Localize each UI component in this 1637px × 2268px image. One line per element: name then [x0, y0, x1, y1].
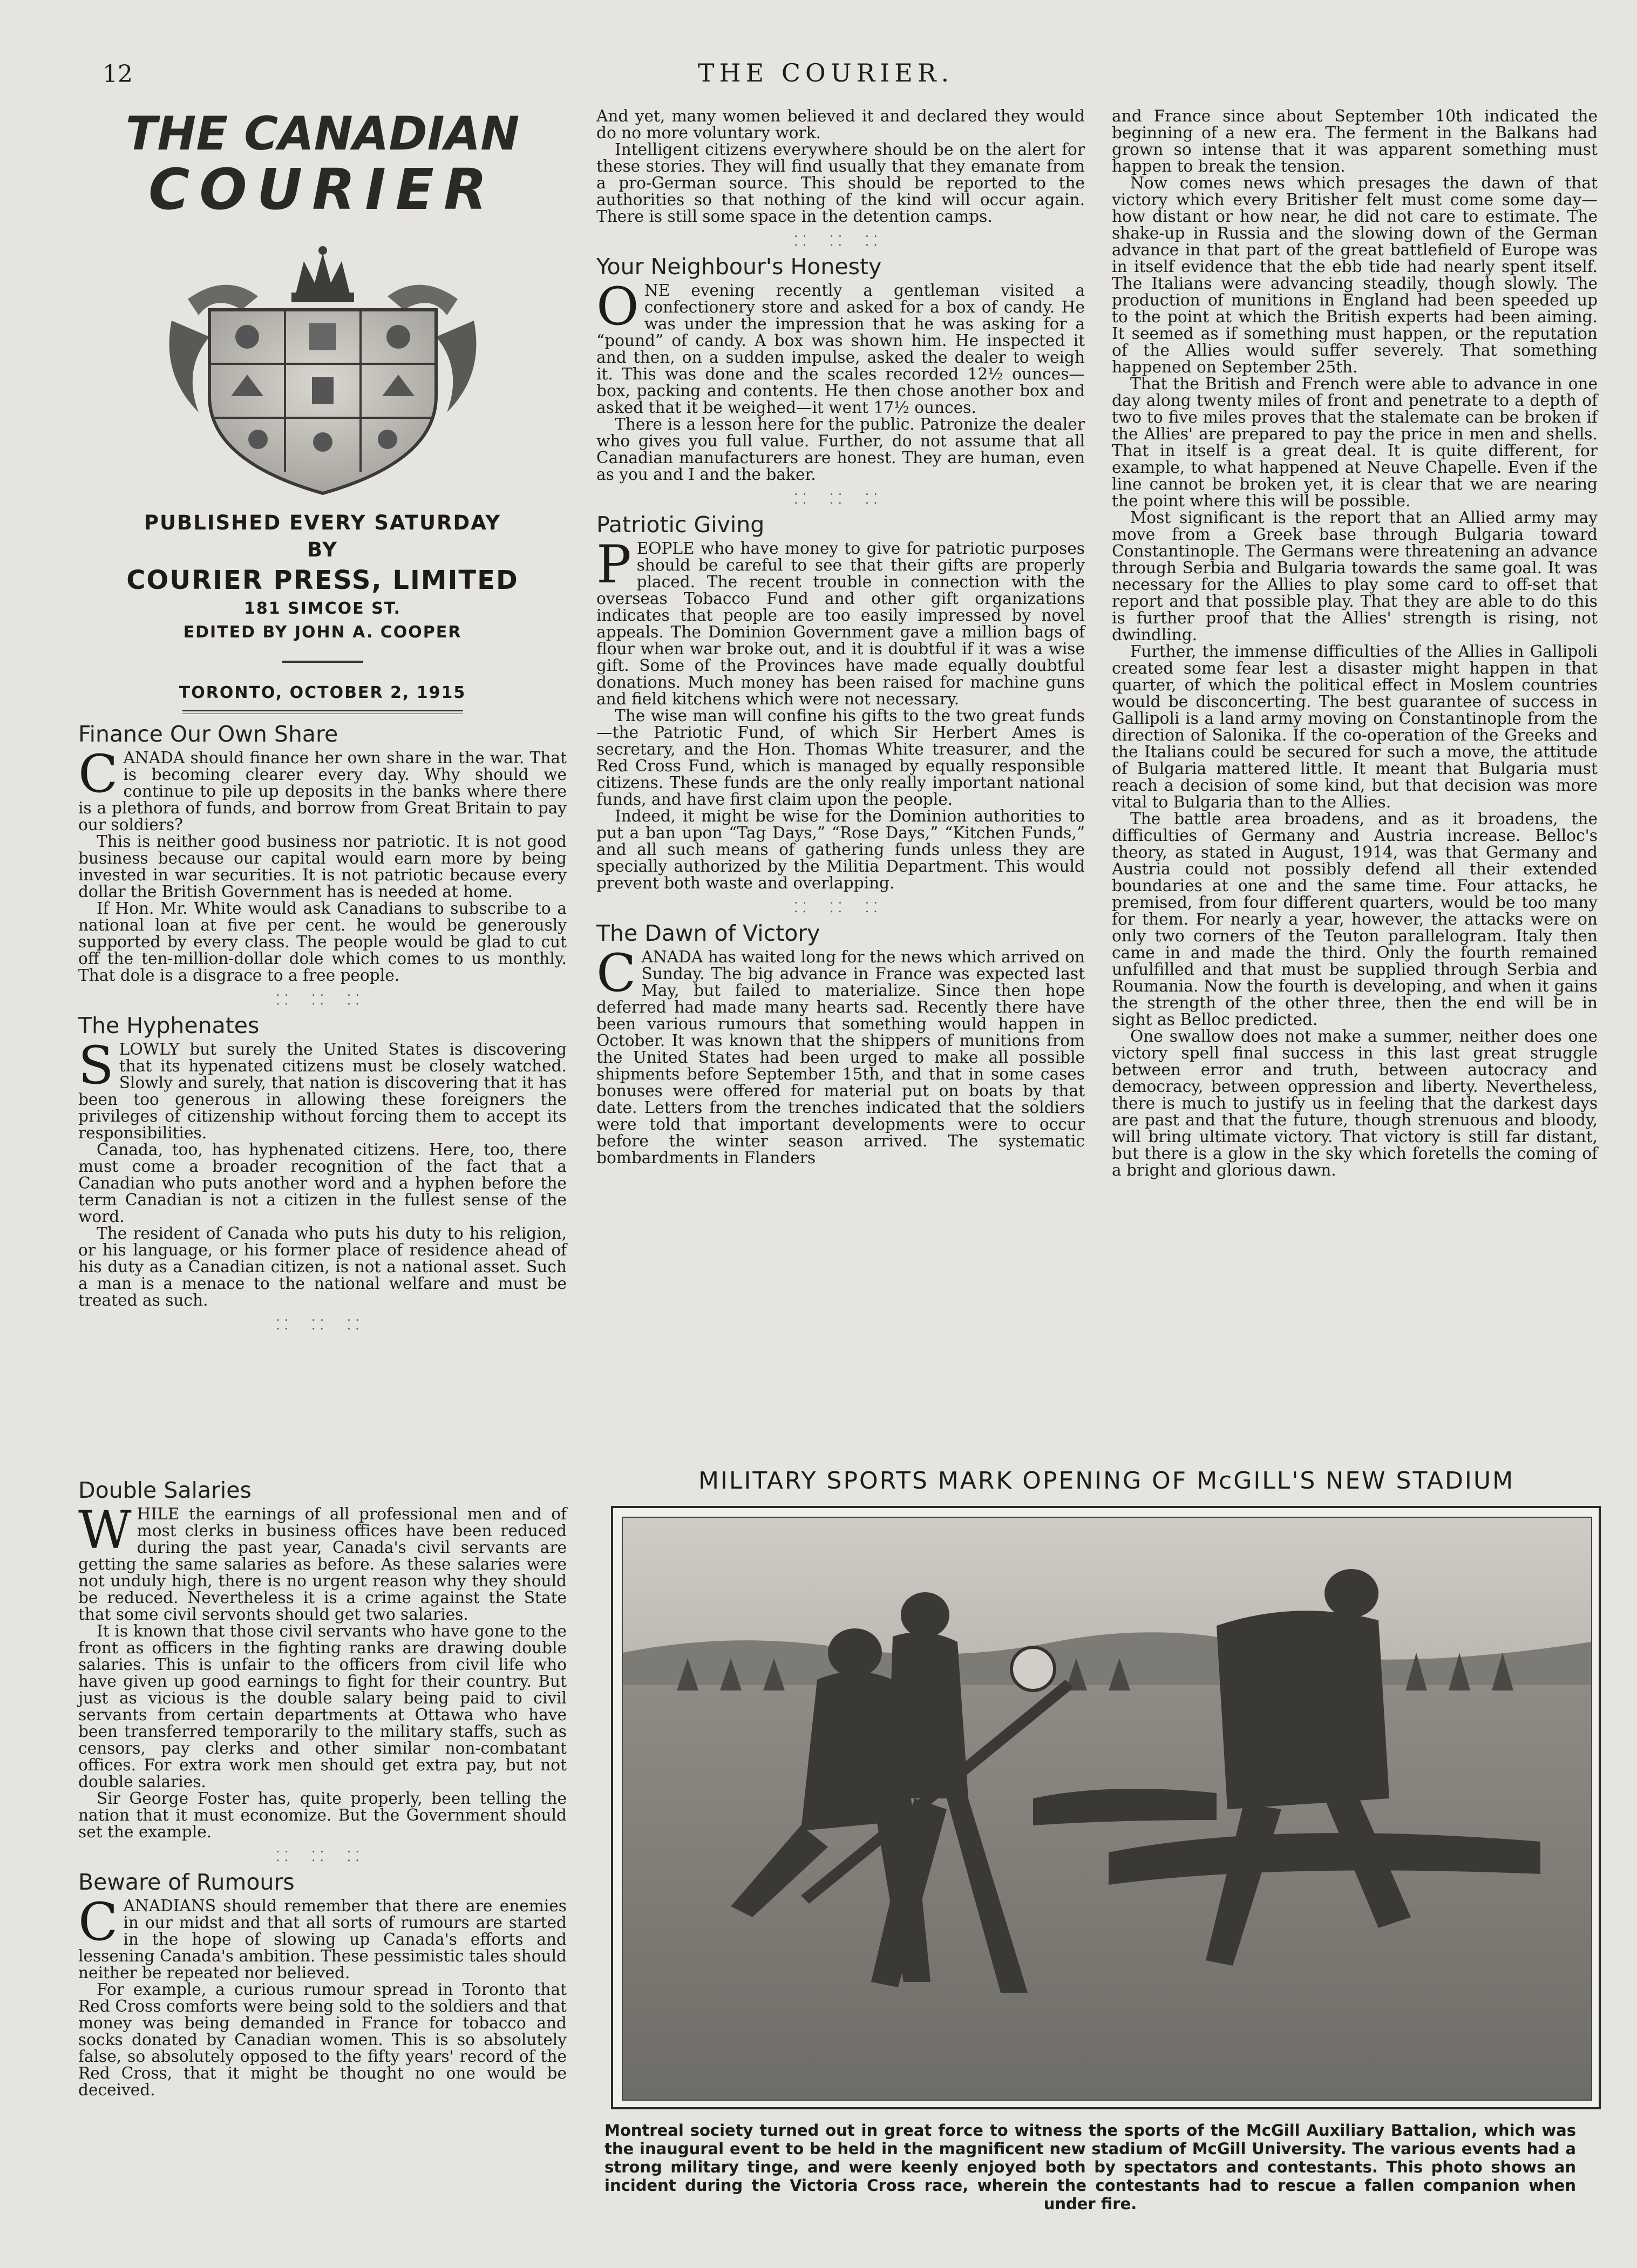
section-separator: ⸬ ⸬ ⸬ — [276, 1849, 369, 1865]
photo-frame — [611, 1506, 1601, 2109]
dateline-rule — [182, 710, 463, 714]
dropcap: W — [78, 1500, 132, 1560]
article-para: Now comes news which presages the dawn of that victory which every Britisher felt must come some day—how distant or how near, he did not care to estimate. The shake-up in Russia and the slowing down of the German advance in that part of the great battlefield of Europe was in itself evidence that the ebb tide had nearly spent itself. The Italians were advancing steadily, though slowly. The production of munitions in England had been speeded up to the point at which the British experts had been aiming. It seemed as if something must happen, or the reputation of the Allies would suffer severely. That something happened on September 25th. — [1112, 174, 1598, 376]
article-title-hyphenates: The Hyphenates — [78, 1013, 260, 1038]
photo-caption: Montreal society turned out in great force to witness the sports of the McGill Auxiliary Battalion, which was the inaugural event to be held in the magnificent new stadium of McGill University. The various events had a strong military tinge, and were keenly enjoyed both by spectators and contestants. This photo shows an incident during the Victoria Cross race, wherein the contestants had to rescue a fallen companion when under fire. — [604, 2121, 1576, 2213]
dropcap: S — [78, 1035, 114, 1096]
editor-line: EDITED BY JOHN A. COOPER — [183, 623, 462, 642]
masthead-rule — [282, 661, 363, 663]
column-1 — [78, 108, 567, 1447]
article-title-rumours: Beware of Rumours — [78, 1869, 295, 1895]
article-para: If Hon. Mr. White would ask Canadians to subscribe to a national loan at five per cent. he would be generously supported by every class. The people would be glad to cut off the ten-million-dollar dole which comes to us monthly. That dole is a disgrace to a free people. — [78, 899, 567, 984]
column-2 — [596, 108, 1085, 1447]
page-number: 12 — [103, 60, 133, 88]
article-para: The wise man will confine his gifts to the two great funds—the Patriotic Fund, of which Sir Herbert Ames is secretary, and the Hon. Thomas White treasurer, and the Red Cross Fund, which is managed by equally responsible citizens. These funds are the only really important national funds, and have first claim upon the people. — [596, 707, 1085, 809]
article-para: There is a lesson here for the public. Patronize the dealer who gives you full value. Further, do not assume that all Canadian manufacturers are honest. They are human, even as you and I and the baker. — [596, 415, 1085, 484]
running-head: THE COURIER. — [697, 58, 954, 87]
article-title-giving: Patriotic Giving — [596, 512, 765, 538]
article-para: CANADIANS should remember that there are enemies in our midst and that all sorts of rumours are started in the hope of slowing up Canada's efforts and lessening Canada's ambition. These pessimistic tales should neither be repeated nor believed. — [78, 1892, 567, 1982]
article-para: WHILE the earnings of all professional men and of most clerks in business offices have been reduced during the past year, Canada's civil servants are getting the same salaries as before. As these salaries were not unduly high, there is no urgent reason why they should be reduced. Nevertheless it is a crime against the State that some civil servonts should get two salaries. — [78, 1500, 567, 1624]
dropcap: O — [596, 276, 639, 337]
article-para: and France since about September 10th indicated the beginning of a new era. The ferment in the Balkans had grown so intense that it was apparent something must happen to break the tension. — [1112, 107, 1598, 175]
publisher-address: 181 SIMCOE ST. — [243, 599, 402, 618]
article-para: SLOWLY but surely the United States is discovering that its hypenated citizens must be closely watched. Slowly and surely, that nation is discovering that it has been too generous in allowing these foreigners the privileges of citizenship without forcing them to accept its responsibilities. — [78, 1035, 567, 1142]
dateline: TORONTO, OCTOBER 2, 1915 — [179, 683, 466, 702]
article-para: That the British and French were able to advance in one day along twenty miles of front and penetrate to a depth of two to five miles proves that the stalemate can be broken if the Allies' are prepared to pay the price in men and shells. That in itself is a great deal. It is quite different, for example, to what happened at Neuve Chapelle. Even if the line cannot be broken yet, it is clear that we are nearing the point where this will be possible. — [1112, 375, 1598, 510]
column-1-lower — [78, 1473, 567, 2256]
article-para: It is known that those civil servants who have gone to the front as officers in the fighting ranks are drawing double salaries. This is unfair to the officers from civil life who have given up good earnings to fight for their country. But just as vicious is the double salary being paid to civil servants from certain departments at Ottawa who have been transferred temporarily to the military staffs, such as censors, pay clerks and other similar non-combatant offices. For extra work men should get extra pay, but not double salaries. — [78, 1622, 567, 1791]
dropcap: P — [596, 534, 631, 595]
section-separator: ⸬ ⸬ ⸬ — [794, 900, 887, 916]
masthead — [78, 108, 567, 714]
section-separator: ⸬ ⸬ ⸬ — [276, 992, 369, 1008]
dropcap: C — [596, 943, 636, 1003]
article-para: The resident of Canada who puts his duty to his religion, or his language, or his former place of residence ahead of his duty as a Canadian citizen, is not a national asset. Such a man is a menace to the national welfare and must be treated as such. — [78, 1224, 567, 1309]
crest-icon — [150, 234, 495, 499]
article-para: For example, a curious rumour spread in Toronto that Red Cross comforts were being sold to the soldiers and that money was being demanded in France for tobacco and socks donated by Canadian women. This is so absolutely false, so absolutely opposed to the fifty years' record of the Red Cross, that it might be thought no one would be deceived. — [78, 1980, 567, 2099]
article-title-salaries: Double Salaries — [78, 1477, 252, 1503]
masthead-title-line2: COURIER — [148, 157, 497, 222]
photo-title: MILITARY SPORTS MARK OPENING OF McGILL'S NEW STADIUM — [698, 1467, 1515, 1495]
publisher-name: COURIER PRESS, LIMITED — [126, 565, 519, 595]
article-para: Indeed, it might be wise for the Dominion authorities to put a ban upon “Tag Days,” “Rose Days,” “Kitchen Funds,” and all such means of gathering funds unless they are specially authorized by the Militia Department. This would prevent both waste and overlapping. — [596, 807, 1085, 892]
column-3 — [1112, 108, 1598, 1447]
article-para: CANADA should finance her own share in the war. That is becoming clearer every day. Why should we continue to pile up deposits in the banks where there is a plethora of funds, and borrow from Great Britain to pay our soldiers? — [78, 744, 567, 834]
masthead-title-line1: THE CANADIAN — [125, 107, 520, 161]
article-para: Canada, too, has hyphenated citizens. Here, too, there must come a broader recognition of the fact that a Canadian who puts another word and a hyphen before the term Canadian is not a citizen in the fullest sense of the word. — [78, 1140, 567, 1226]
article-para: Sir George Foster has, quite properly, been telling the nation that it must economize. But the Government should set the example. — [78, 1789, 567, 1841]
article-para: One swallow does not make a summer, neither does one victory spell final success in this last great struggle between error and truth, between autocracy and democracy, between oppression and liberty. Nevertheless, there is much to justify us in feeling that the darkest days are past and that the future, though strenuous and bloody, will bring ultimate victory. That victory is still far distant, but there is a glow in the sky which foretells the coming of a bright and glorious dawn. — [1112, 1027, 1598, 1179]
section-separator: ⸬ ⸬ ⸬ — [794, 233, 887, 249]
by-line: BY — [307, 538, 338, 561]
article-para: Further, the immense difficulties of the Allies in Gallipoli created some fear lest a disaster might happen in that quarter, of which the political effect in Moslem countries would be disconcerting. The best guarantee of success in Gallipoli is a land army moving on Constantinople from the direction of Salonika. If the co-operation of the Greeks and the Italians could be secured for such a move, the attitude of Bulgaria mattered little. It meant that Bulgaria must reach a decision of some kind, but that decision was more vital to Bulgaria than to the Allies. — [1112, 642, 1598, 811]
section-separator: ⸬ ⸬ ⸬ — [276, 1317, 369, 1333]
article-para: Intelligent citizens everywhere should be on the alert for these stories. They will find usually that they emanate from a pro-German source. This should be reported to the authorities so that nothing of the kind will occur again. There is still some space in the detention camps. — [596, 140, 1085, 226]
published-line: PUBLISHED EVERY SATURDAY — [144, 511, 501, 534]
article-para: This is neither good business nor patriotic. It is not good business because our capital would earn more by being invested in war securities. It is not patriotic because every dollar the British Government has is needed at home. — [78, 832, 567, 901]
article-para: And yet, many women believed it and declared they would do no more voluntary work. — [596, 107, 1085, 142]
article-para: Most significant is the report that an Allied army may move from a Greek base through Bulgaria toward Constantinople. The Germans were threatening an advance through Serbia and Bulgaria towards the same goal. It was necessary for the Allies to play some card to off-set that report and that possible play. That they are able to do this is further proof that the Allies' strength is rising, not dwindling. — [1112, 508, 1598, 644]
article-title-victory: The Dawn of Victory — [596, 920, 820, 946]
article-para: PEOPLE who have money to give for patriotic purposes should be careful to see that their gifts are properly placed. The recent trouble in connection with the overseas Tobacco Fund and other gift organizations indicates that people are too easily impressed by novel appeals. The Dominion Government gave a million bags of flour when war broke out, and it is doubtful if it was a wise gift. Some of the Provinces have made equally doubtful donations. Much money has been raised for machine guns and field kitchens which were not necessary. — [596, 534, 1085, 708]
photo — [622, 1517, 1592, 2101]
dropcap: C — [78, 744, 118, 804]
article-para: CANADA has waited long for the news which arrived on Sunday. The big advance in France was expected last May, but failed to materialize. Since then hope deferred had made many hearts sad. Recently there have been various rumours that something would happen in October. It was known that the shippers of munitions from the United States had been urged to make all possible shipments before September 15th, and that in some cases bonuses were offered for material put on boats by that date. Letters from the trenches indicated that the soldiers were told that important developments were to occur before the winter season arrived. The systematic bombardments in Flanders — [596, 943, 1085, 1167]
article-para: ONE evening recently a gentleman visited a confectionery store and asked for a box of candy. He was under the impression that he was asking for a “pound” of candy. A box was shown him. He inspected it and then, on a sudden impulse, asked the dealer to weigh it. This was done and the scales recorded 12½ ounces—box, packing and contents. He then chose another box and asked that it be weighed—it went 17½ ounces. — [596, 276, 1085, 417]
photo-scene-icon — [623, 1518, 1591, 2100]
article-title-finance: Finance Our Own Share — [78, 721, 338, 747]
article-para: The battle area broadens, and as it broadens, the difficulties of Germany and Austria increase. Belloc's theory, as stated in August, 1914, was that Germany and Austria could not possibly defend all their extended boundaries at one and the same time. Four attacks, he premised, from four different quarters, would be too many for them. For nearly a year, however, the attacks were on only two corners of the Teuton parallelogram. Italy then came in and made the third. Only the fourth remained unfulfilled and that must be supplied through Serbia and Roumania. Now the fourth is developing, and when it gains the strength of the other three, then the end will be in sight as Belloc predicted. — [1112, 810, 1598, 1029]
article-title-honesty: Your Neighbour's Honesty — [596, 254, 882, 280]
dropcap: C — [78, 1892, 118, 1952]
section-separator: ⸬ ⸬ ⸬ — [794, 491, 887, 507]
